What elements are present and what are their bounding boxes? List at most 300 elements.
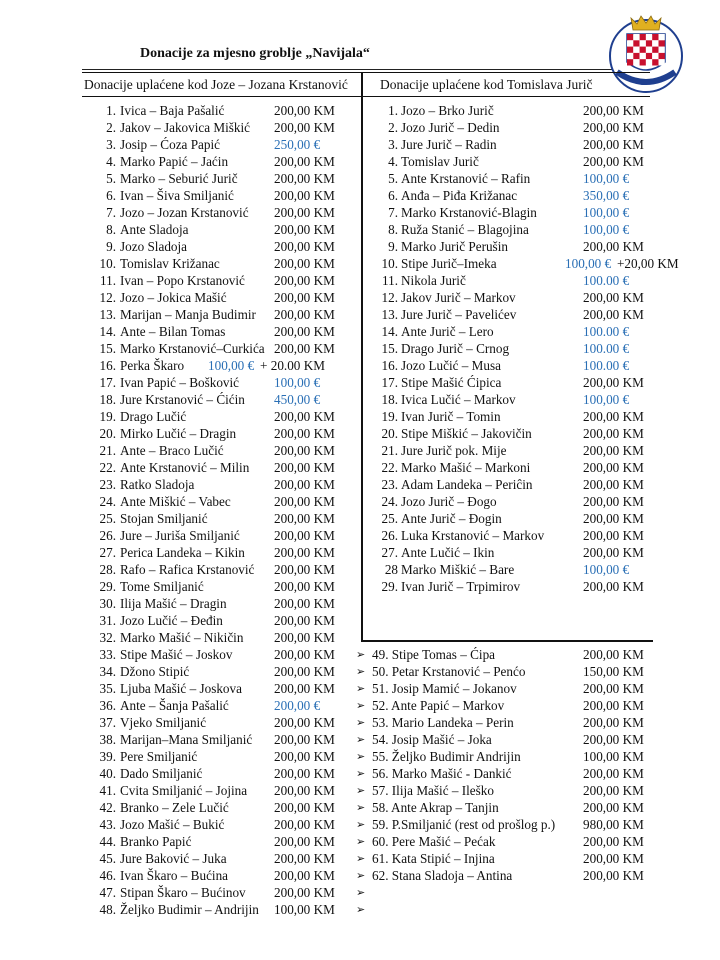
donor-name: Stipe Jurič–Imeka xyxy=(401,256,497,271)
donation-row xyxy=(0,442,360,459)
row-number: 43. xyxy=(99,817,116,832)
donor-name: Željko Budimir – Andrijin xyxy=(120,902,259,917)
amount: 100,00 € xyxy=(274,375,321,390)
donation-row xyxy=(370,306,660,323)
amount: 200,00 KM xyxy=(274,426,335,441)
amount: 200,00 KM xyxy=(274,103,335,118)
checker-square xyxy=(646,53,652,59)
donor-entry: 58. Ante Akrap – Tanjin xyxy=(372,800,499,815)
donor-name: Marijan–Mana Smiljanić xyxy=(120,732,253,747)
donation-row xyxy=(354,901,664,918)
checker-square xyxy=(627,40,633,46)
amount: 200,00 KM xyxy=(583,494,644,509)
donation-row xyxy=(0,323,360,340)
donation-row xyxy=(0,170,360,187)
row-number: 12. xyxy=(99,290,116,305)
amount: 200,00 KM xyxy=(274,409,335,424)
donation-row xyxy=(370,255,679,272)
donation-row xyxy=(354,680,664,697)
column-divider xyxy=(361,72,363,642)
donation-row xyxy=(0,255,360,272)
row-number: 31. xyxy=(99,613,116,628)
donor-name: Jozo Mašić – Bukić xyxy=(120,817,225,832)
row-number: 29. xyxy=(381,579,398,594)
donor-name: Jakov Jurič – Markov xyxy=(401,290,516,305)
amount: 200,00 KM xyxy=(583,647,644,662)
arrow-bullet-icon: ➢ xyxy=(356,819,366,831)
checker-square xyxy=(659,34,665,40)
donor-name: Ante Krstanović – Rafin xyxy=(401,171,531,186)
donation-row xyxy=(370,170,660,187)
donor-name: Ruža Stanić – Blagojina xyxy=(401,222,529,237)
donation-row xyxy=(354,799,664,816)
donation-row xyxy=(370,425,660,442)
amount: 980,00 KM xyxy=(583,817,644,832)
donation-row xyxy=(0,238,360,255)
amount: 200,00 KM xyxy=(274,239,335,254)
row-number: 25. xyxy=(381,511,398,526)
arrow-bullet-icon: ➢ xyxy=(356,887,366,899)
row-number: 15. xyxy=(381,341,398,356)
checker-square xyxy=(627,53,633,59)
checker-square xyxy=(652,34,658,40)
amount: 100,00 KM xyxy=(274,902,335,917)
donor-entry: 53. Mario Landeka – Perin xyxy=(372,715,514,730)
row-number: 23. xyxy=(381,477,398,492)
donation-row xyxy=(370,357,660,374)
donation-row xyxy=(370,459,660,476)
row-number: 6. xyxy=(106,188,116,203)
donor-name: Tome Smiljanić xyxy=(120,579,204,594)
arrow-bullet-icon: ➢ xyxy=(356,870,366,882)
amount: 200,00 KM xyxy=(583,715,644,730)
donation-row xyxy=(0,425,360,442)
donation-row xyxy=(0,119,360,136)
donation-row xyxy=(370,391,660,408)
donation-row xyxy=(0,136,360,153)
arrow-bullet-icon: ➢ xyxy=(356,751,366,763)
donation-row xyxy=(370,238,660,255)
amount: 200,00 KM xyxy=(583,868,644,883)
donor-name: Jakov – Jakovica Miškić xyxy=(120,120,251,135)
donor-name: Stipe Mašić – Joskov xyxy=(120,647,233,662)
row-number: 22. xyxy=(99,460,116,475)
row-number: 32. xyxy=(99,630,116,645)
donation-row xyxy=(0,153,360,170)
donor-entry: 49. Stipe Tomas – Ćipa xyxy=(372,647,496,662)
row-number: 6. xyxy=(388,188,398,203)
donation-row xyxy=(370,289,660,306)
amount: 200,00 KM xyxy=(583,239,644,254)
donation-row xyxy=(354,663,664,680)
checker-square xyxy=(640,47,646,53)
donor-name: Jure Baković – Juka xyxy=(120,851,227,866)
donation-row xyxy=(370,544,660,561)
donor-name: Jozo Sladoja xyxy=(120,239,188,254)
donor-entry: 51. Josip Mamić – Jokanov xyxy=(372,681,517,696)
row-number: 30. xyxy=(99,596,116,611)
donor-name: Jozo – Jokica Mašić xyxy=(120,290,227,305)
donor-name: Jozo Jurič – Đogo xyxy=(401,494,497,509)
donation-row xyxy=(0,289,360,306)
donation-row xyxy=(370,119,660,136)
arrow-bullet-icon: ➢ xyxy=(356,683,366,695)
row-number: 7. xyxy=(106,205,116,220)
donation-row xyxy=(370,136,660,153)
donation-row xyxy=(0,544,360,561)
row-number: 2. xyxy=(106,120,116,135)
amount: 200,00 KM xyxy=(583,732,644,747)
amount: 200,00 KM xyxy=(274,154,335,169)
donor-name: Stipe Miškić – Jakovičin xyxy=(401,426,532,441)
amount: 200,00 KM xyxy=(274,120,335,135)
row-number: 20. xyxy=(99,426,116,441)
row-number: 38. xyxy=(99,732,116,747)
donation-row xyxy=(354,884,664,901)
amount: 200,00 KM xyxy=(274,171,335,186)
amount: 200,00 KM xyxy=(274,443,335,458)
row-number: 9. xyxy=(388,239,398,254)
donor-name: Jure Krstanović – Ćićin xyxy=(120,392,245,407)
donor-name: Pere Smiljanić xyxy=(120,749,198,764)
donor-entry: 62. Stana Sladoja – Antina xyxy=(372,868,513,883)
row-number: 2. xyxy=(388,120,398,135)
row-number: 26. xyxy=(381,528,398,543)
amount: 100,00 € xyxy=(583,171,630,186)
amount: 200,00 KM xyxy=(274,596,335,611)
checker-square xyxy=(659,59,665,65)
row-number: 26. xyxy=(99,528,116,543)
amount: 200,00 KM xyxy=(274,562,335,577)
donation-row xyxy=(354,748,664,765)
donor-entry: 59. P.Smiljanić (rest od prošlog p.) xyxy=(372,817,556,832)
title-rule xyxy=(82,69,650,70)
amount: 200,00 KM xyxy=(274,273,335,288)
donation-row xyxy=(370,272,660,289)
donor-name: Ante Jurič – Lero xyxy=(401,324,494,339)
right-donation-list xyxy=(370,102,679,595)
amount: 200,00 KM xyxy=(583,426,644,441)
checker-square xyxy=(627,47,633,53)
row-number: 41. xyxy=(99,783,116,798)
amount: 100,00 € xyxy=(583,562,630,577)
row-number: 5. xyxy=(106,171,116,186)
donation-row xyxy=(0,459,360,476)
donor-name: Stipan Škaro – Bućinov xyxy=(120,885,246,900)
donation-row xyxy=(0,731,360,748)
amount: 200,00 KM xyxy=(274,222,335,237)
amount: 200,00 KM xyxy=(274,783,335,798)
amount: 200,00 KM xyxy=(274,800,335,815)
amount-eur: 100,00 € xyxy=(208,358,255,373)
amount: 200,00 KM xyxy=(274,307,335,322)
row-number: 22. xyxy=(381,460,398,475)
donation-row xyxy=(370,527,660,544)
row-number: 13. xyxy=(99,307,116,322)
donor-entry: 56. Marko Mašić - Dankić xyxy=(372,766,512,781)
donor-name: Ivan Jurič – Tomin xyxy=(401,409,501,424)
donation-row xyxy=(0,765,360,782)
amount: 200,00 KM xyxy=(274,256,335,271)
row-number: 18. xyxy=(99,392,116,407)
row-number: 11. xyxy=(382,273,398,288)
donation-row xyxy=(370,493,660,510)
donation-row xyxy=(0,340,360,357)
checker-square xyxy=(633,59,639,65)
amount: 200,00 KM xyxy=(583,800,644,815)
amount-eur: 100,00 € xyxy=(565,256,612,271)
amount: 200,00 KM xyxy=(274,324,335,339)
donor-entry: 55. Željko Budimir Andrijin xyxy=(372,749,521,764)
right-column-header: Donacije uplaćene kod Tomislava Jurič xyxy=(380,77,593,92)
row-number: 14. xyxy=(381,324,398,339)
amount: 200,00 KM xyxy=(274,341,335,356)
row-number: 13. xyxy=(381,307,398,322)
donation-row xyxy=(0,867,360,884)
donor-name: Jozo Jurič – Dedin xyxy=(401,120,500,135)
left-donation-list xyxy=(0,102,360,918)
row-number: 35. xyxy=(99,681,116,696)
donation-row xyxy=(370,187,660,204)
donation-row xyxy=(370,510,660,527)
donor-name: Perka Škaro xyxy=(120,358,185,373)
row-number: 23. xyxy=(99,477,116,492)
donor-name: Jozo – Jozan Krstanović xyxy=(120,205,249,220)
row-number: 46. xyxy=(99,868,116,883)
donation-row xyxy=(0,748,360,765)
amount: 200,00 KM xyxy=(274,766,335,781)
amount: 200,00 KM xyxy=(274,630,335,645)
amount: 200,00 KM xyxy=(583,766,644,781)
checker-square xyxy=(633,40,639,46)
row-number: 16. xyxy=(381,358,398,373)
donation-row xyxy=(0,714,360,731)
amount: 250,00 € xyxy=(274,137,321,152)
donation-row xyxy=(0,595,360,612)
donor-name: Džono Stipić xyxy=(120,664,190,679)
amount: 200,00 KM xyxy=(583,545,644,560)
row-number: 3. xyxy=(388,137,398,152)
donation-row xyxy=(354,850,664,867)
amount: 100,00 € xyxy=(583,222,630,237)
row-number: 19. xyxy=(99,409,116,424)
amount: 200,00 KM xyxy=(583,443,644,458)
row-number: 47. xyxy=(99,885,116,900)
checker-square xyxy=(659,47,665,53)
amount: 200,00 KM xyxy=(274,188,335,203)
donor-name: Jozo – Brko Jurič xyxy=(401,103,494,118)
amount: 200,00 KM xyxy=(274,460,335,475)
amount: 200,00 KM xyxy=(274,511,335,526)
row-number: 16. xyxy=(99,358,116,373)
donor-entry: 57. Ilija Mašić – Ileško xyxy=(372,783,494,798)
donor-entry: 54. Josip Mašić – Joka xyxy=(372,732,492,747)
donor-name: Marko Jurič Perušin xyxy=(401,239,508,254)
amount: 200,00 KM xyxy=(583,834,644,849)
donor-name: Marko Krstanović–Curkića xyxy=(120,341,265,356)
donation-row xyxy=(0,680,360,697)
checker-square xyxy=(633,34,639,40)
checker-square xyxy=(646,59,652,65)
donor-name: Ante Lučić – Ikin xyxy=(401,545,495,560)
row-number: 24. xyxy=(99,494,116,509)
row-number: 18. xyxy=(381,392,398,407)
arrow-bullet-icon: ➢ xyxy=(356,904,366,916)
donor-name: Nikola Jurič xyxy=(401,273,466,288)
donation-row xyxy=(0,272,360,289)
row-number: 34. xyxy=(99,664,116,679)
amount: 200,00 KM xyxy=(274,834,335,849)
amount: 100.00 € xyxy=(583,358,630,373)
amount: 200,00 KM xyxy=(583,154,644,169)
donation-row xyxy=(0,816,360,833)
donor-name: Drago Lučić xyxy=(120,409,187,424)
donor-name: Ivan Škaro – Bućina xyxy=(120,868,229,883)
arrow-bullet-icon: ➢ xyxy=(356,785,366,797)
amount: 200,00 KM xyxy=(583,103,644,118)
checker-square xyxy=(640,59,646,65)
donation-row xyxy=(370,561,660,578)
row-number: 44. xyxy=(99,834,116,849)
amount: 100,00 € xyxy=(583,392,630,407)
checker-square xyxy=(640,40,646,46)
amount: 200,00 KM xyxy=(583,698,644,713)
donor-name: Ante Miškić – Vabec xyxy=(120,494,231,509)
donation-row xyxy=(0,799,360,816)
arrow-bullet-icon: ➢ xyxy=(356,853,366,865)
amount-extra: + 20.00 KM xyxy=(260,358,325,373)
donor-name: Ante Sladoja xyxy=(120,222,189,237)
donor-name: Rafo – Rafica Krstanović xyxy=(120,562,255,577)
amount: 100.00 € xyxy=(583,273,630,288)
arrow-bullet-icon: ➢ xyxy=(356,649,366,661)
row-number: 27. xyxy=(99,545,116,560)
donor-name: Ljuba Mašić – Joskova xyxy=(120,681,242,696)
checker-square xyxy=(627,59,633,65)
amount: 200,00 KM xyxy=(274,817,335,832)
donation-row xyxy=(0,901,360,918)
row-number: 45. xyxy=(99,851,116,866)
donor-name: Dado Smiljanić xyxy=(120,766,203,781)
amount: 450,00 € xyxy=(274,392,321,407)
row-number: 8. xyxy=(388,222,398,237)
donation-row xyxy=(0,527,360,544)
amount: 200,00 KM xyxy=(274,613,335,628)
row-number: 1. xyxy=(388,103,398,118)
row-number: 24. xyxy=(381,494,398,509)
amount: 200,00 KM xyxy=(274,579,335,594)
row-number: 19. xyxy=(381,409,398,424)
donor-name: Ante – Bilan Tomas xyxy=(120,324,226,339)
row-number: 1. xyxy=(106,103,116,118)
checker-square xyxy=(646,47,652,53)
donor-name: Marijan – Manja Budimir xyxy=(120,307,256,322)
amount: 200,00 KM xyxy=(583,579,644,594)
amount: 200,00 KM xyxy=(583,528,644,543)
donor-name: Mirko Lučić – Dragin xyxy=(120,426,237,441)
donation-row xyxy=(0,510,360,527)
left-column-header: Donacije uplaćene kod Joze – Jozana Krstanović xyxy=(84,77,348,92)
donation-row xyxy=(370,204,660,221)
arrow-bullet-icon: ➢ xyxy=(356,734,366,746)
donation-row xyxy=(0,374,360,391)
donation-row xyxy=(0,221,360,238)
checker-square xyxy=(652,47,658,53)
donor-name: Marko – Seburić Jurič xyxy=(120,171,238,186)
donor-name: Adam Landeka – Periĉin xyxy=(401,477,533,492)
row-number: 3. xyxy=(106,137,116,152)
amount: 200,00 KM xyxy=(583,783,644,798)
row-number: 14. xyxy=(99,324,116,339)
donor-name: Ivan Jurič – Trpimirov xyxy=(401,579,521,594)
donor-name: Jure Jurič – Radin xyxy=(401,137,497,152)
row-number: 28. xyxy=(99,562,116,577)
amount: 200,00 KM xyxy=(583,307,644,322)
donation-row xyxy=(370,221,660,238)
donor-name: Ante Jurič – Đogin xyxy=(401,511,502,526)
donor-entry: 50. Petar Krstanović – Penćo xyxy=(372,664,526,679)
donation-row xyxy=(0,102,360,119)
row-number: 15. xyxy=(99,341,116,356)
row-number: 28 xyxy=(384,562,398,577)
donation-row xyxy=(370,442,660,459)
donation-row xyxy=(0,663,360,680)
donation-row xyxy=(0,561,360,578)
donation-row xyxy=(354,646,664,663)
donor-name: Vjeko Smiljanić xyxy=(120,715,207,730)
row-number: 33. xyxy=(99,647,116,662)
row-number: 11. xyxy=(100,273,116,288)
row-number: 25. xyxy=(99,511,116,526)
donor-name: Jure Jurič – Pavelićev xyxy=(401,307,517,322)
amount: 200,00 KM xyxy=(583,511,644,526)
amount: 200,00 KM xyxy=(583,137,644,152)
row-number: 39. xyxy=(99,749,116,764)
donation-row xyxy=(0,391,360,408)
donor-name: Marko Mašić – Nikičin xyxy=(120,630,244,645)
coat-of-arms-logo xyxy=(603,8,689,94)
donation-row xyxy=(0,306,360,323)
amount: 200,00 KM xyxy=(274,681,335,696)
donation-row xyxy=(0,782,360,799)
donation-row xyxy=(354,731,664,748)
checker-square xyxy=(652,53,658,59)
donor-name: Marko Mašić – Markoni xyxy=(401,460,531,475)
amount: 200,00 KM xyxy=(583,375,644,390)
amount: 200,00 KM xyxy=(274,885,335,900)
donor-name: Marko Miškić – Bare xyxy=(401,562,515,577)
donation-row xyxy=(0,476,360,493)
amount: 200,00 KM xyxy=(583,290,644,305)
donor-name: Ivica Lučić – Markov xyxy=(401,392,516,407)
checker-square xyxy=(646,40,652,46)
donation-row xyxy=(0,493,360,510)
donor-name: Luka Krstanović – Markov xyxy=(401,528,545,543)
donor-name: Ivan – Šiva Smiljanić xyxy=(120,188,234,203)
arrow-bullet-icon: ➢ xyxy=(356,802,366,814)
donation-row xyxy=(370,323,660,340)
donor-name: Anđa – Piđa Križanac xyxy=(401,188,518,203)
donor-name: Jozo Lučić – Musa xyxy=(401,358,501,373)
donation-row xyxy=(370,408,660,425)
donor-entry: 52. Ante Papić – Markov xyxy=(372,698,505,713)
donor-name: Ivan – Popo Krstanović xyxy=(120,273,245,288)
donor-name: Ivan Papić – Bošković xyxy=(120,375,240,390)
donation-row xyxy=(0,204,360,221)
amount: 200,00 KM xyxy=(274,205,335,220)
donor-name: Marko Papić – Jaćin xyxy=(120,154,229,169)
donation-row xyxy=(370,578,660,595)
